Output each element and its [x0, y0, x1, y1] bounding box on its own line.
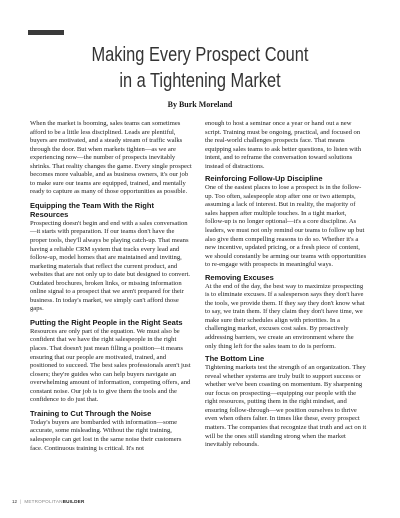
section-heading-bottom-line: The Bottom Line — [205, 354, 265, 364]
paragraph-bottom-line: Tightening markets test the strength of an organization. They reveal whether systems are truly built to support success or whether we've been coasting on momentum. By sharpening our focus on prospecting—equipping our people with the right resources, putting them in the right mindset, and ensuring follow-through—we position ourselves to thrive even when others falter. In times like these, every prospect matters. The companies that recognize that truth and act on it will be the ones still standing strong when the market inevitably rebounds. — [205, 364, 367, 449]
article-title — [64, 42, 336, 94]
footer-separator: | — [20, 499, 22, 504]
left-column — [30, 120, 192, 453]
publication-name-part-2: BUILDER — [62, 499, 85, 504]
section-heading-excuses: Removing Excuses — [205, 272, 274, 282]
paragraph-equipping: Prospecting doesn't begin and end with a sales conversation—it starts with preparation. If our teams don't have the proper tools, they'll always be playing catch-up. That means having a reliable CRM system that tracks every lead and follow-up, model homes that are maintained and inviting, marketing materials that reflect the current product, and websites that are not only up to date but designed to convert. Outdated brochures, broken links, or missing information online signal to a prospect that we aren't prepared for their business. In today's market, we simply can't afford those gaps. — [30, 219, 191, 313]
section-heading-right-people: Putting the Right People in the Right Seats — [30, 317, 183, 327]
section-heading-equipping: Equipping the Team With the Right Resources — [30, 200, 154, 219]
accent-bar — [28, 30, 64, 35]
paragraph-training-continued: enough to host a seminar once a year or hand out a new script. Training must be ongoing, practical, and focused on the real-world challenges prospects face. That means equipping sales teams to ask better questions, to listen with intent, and to reframe the conversation toward solutions instead of distractions. — [205, 120, 362, 170]
right-column — [205, 120, 367, 450]
section-heading-training: Training to Cut Through the Noise — [30, 408, 152, 418]
page-footer — [12, 499, 84, 504]
paragraph-excuses: At the end of the day, the best way to maximize prospecting is to eliminate excuses. If a salesperson says they don't have the tools, we provide them. If they say they don't know what to say, we train them. If they claim they don't have time, we make sure their schedules align with priorities. In a challenging market, excuses cost sales. By proactively addressing barriers, we create an environment where the only thing left for the sales team to do is perform. — [205, 282, 365, 350]
paragraph-follow-up: One of the easiest places to lose a prospect is in the follow-up. Too often, salespeople stop after one or two attempts, assuming a lack of interest. But in reality, the majority of sales happen after multiple touches. In a tight market, follow-up is no longer optional—it's a core discipline. As leaders, we must not only remind our teams to follow up but also give them compelling reasons to do so. Whether it's a new incentive, updated pricing, or a fresh piece of content, we should constantly be arming our teams with opportunities to re-engage with prospects in meaningful ways. — [205, 184, 367, 269]
paragraph-right-people: Resources are only part of the equation. We must also be confident that we have the right salespeople in the right places. That doesn't just mean filling a position—it means ensuring that our people are motivated, trained, and positioned to succeed. The best sales professionals aren't just closers; they're guides who can help buyers navigate an overwhelming amount of information, competing offers, and constant noise. Our job is to give them the tools and the confidence to do just that. — [30, 327, 191, 404]
page-number: 12 — [12, 499, 18, 504]
article-title-line-1: Making Every Prospect Count — [91, 43, 309, 66]
publication-name-part-1: METROPOLITAN — [24, 499, 63, 504]
paragraph-training: Today's buyers are bombarded with information—some accurate, some misleading. Without the right training, salespeople can get lost in the same noise their customers face. Continuous training is critical. It's not — [30, 418, 182, 452]
intro-paragraph: When the market is booming, sales teams can sometimes afford to be a little less disciplined. Leads are plentiful, buyers are motivated, and a steady stream of traffic walks through the door. But when markets tighten—as we are experiencing now—the number of prospects inevitably shrinks. That reality changes the game. Every single prospect becomes more valuable, and as business owners, it's our job to make sure our teams are equipped, trained, and mentally ready to capture as many of those opportunities as possible. — [30, 120, 192, 196]
section-heading-follow-up: Reinforcing Follow-Up Discipline — [205, 174, 323, 184]
publication-logo — [24, 499, 84, 504]
byline: By Burk Moreland — [167, 100, 233, 109]
article-title-line-2: in a Tightening Market — [119, 69, 281, 92]
